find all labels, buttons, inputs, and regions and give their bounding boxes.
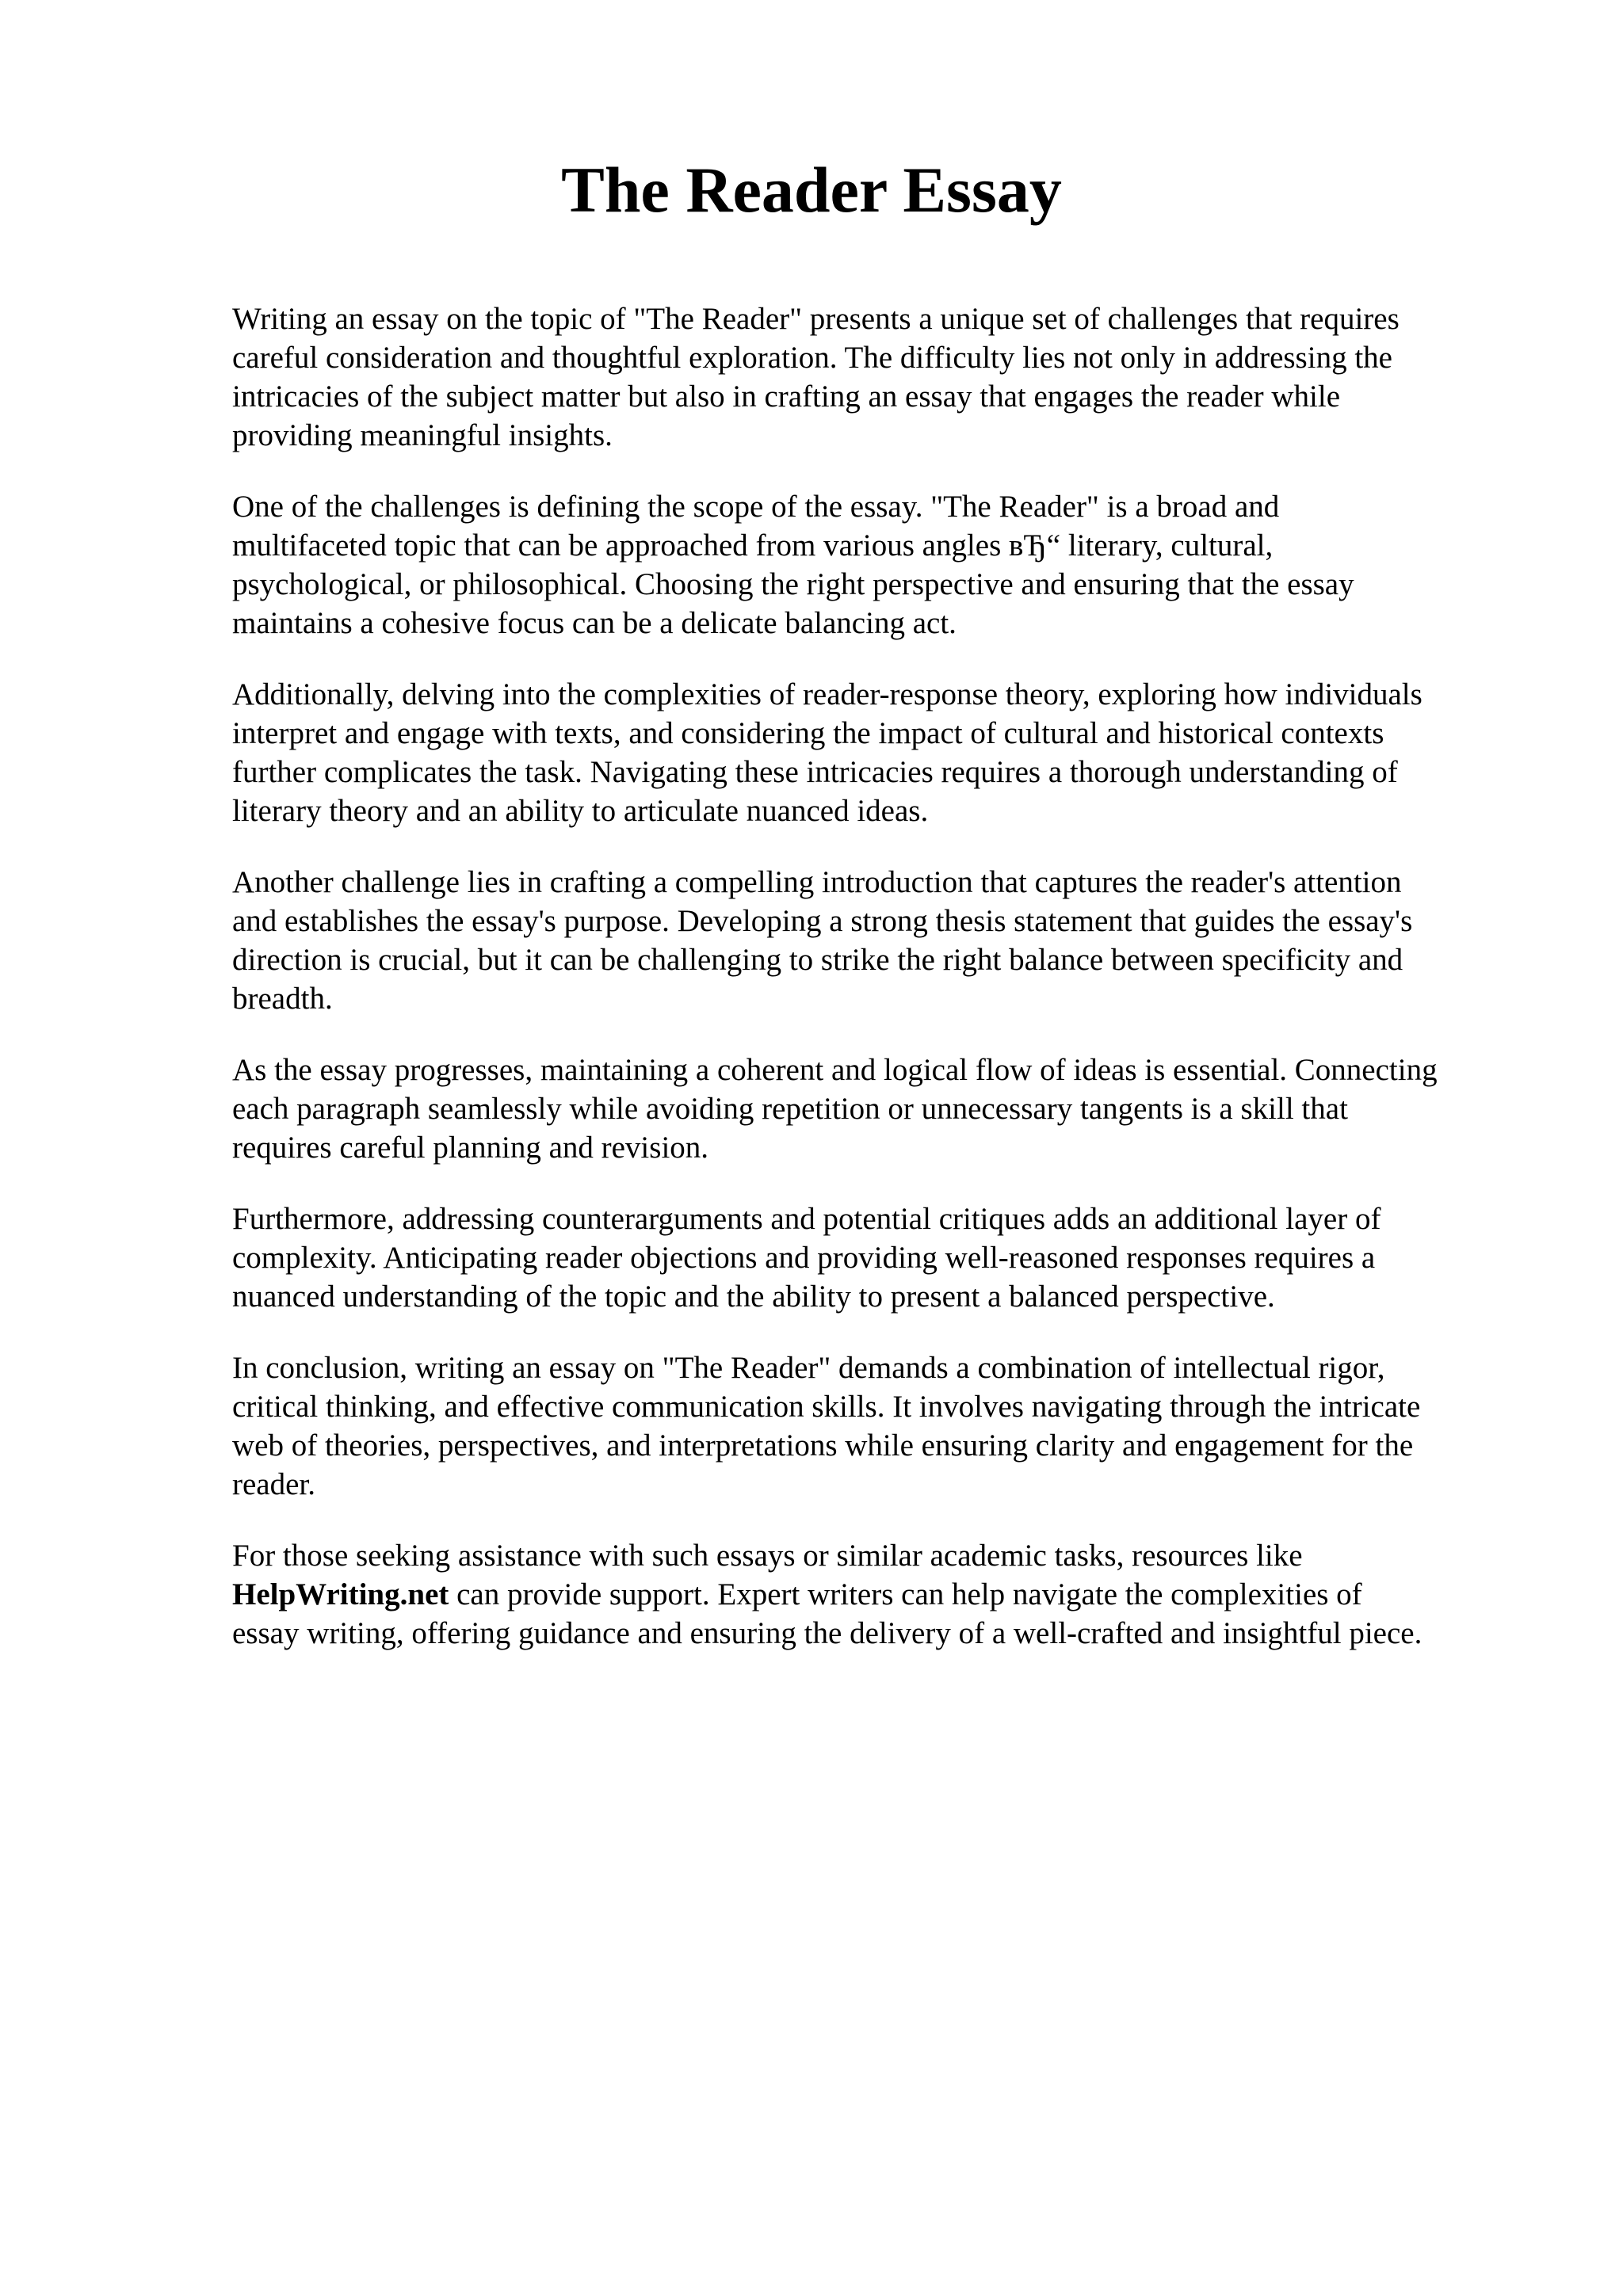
text-line: complexity. Anticipating reader objections and providing well-reasoned responses requires a: [232, 1241, 1376, 1275]
paragraph-5: [232, 1051, 1532, 1167]
text-line: further complicates the task. Navigating these intricacies requires a thorough understanding of: [232, 755, 1398, 789]
text-line: careful consideration and thoughtful exploration. The difficulty lies not only in addressing the: [232, 341, 1392, 375]
closing-paragraph: [232, 1536, 1532, 1653]
paragraph-3: [232, 675, 1532, 830]
paragraph-2: [232, 487, 1532, 643]
text-line: web of theories, perspectives, and interpretations while ensuring clarity and engagement for the: [232, 1428, 1414, 1463]
text-line: One of the challenges is defining the scope of the essay. "The Reader" is a broad and: [232, 490, 1280, 524]
text-line: multifaceted topic that can be approached from various angles вЂ“ literary, cultural,: [232, 528, 1274, 563]
text-line: maintains a cohesive focus can be a delicate balancing act.: [232, 606, 957, 640]
text-line: psychological, or philosophical. Choosing the right perspective and ensuring that the essay: [232, 567, 1354, 601]
essay-body: [232, 299, 1532, 1685]
text-line: literary theory and an ability to articulate nuanced ideas.: [232, 794, 929, 828]
closing-line-rest: can provide support. Expert writers can help navigate the complexities of: [449, 1577, 1362, 1611]
paragraph-6: [232, 1199, 1532, 1316]
helpwriting-link[interactable]: HelpWriting.net: [232, 1577, 449, 1611]
text-line: breadth.: [232, 982, 333, 1016]
text-line: interpret and engage with texts, and considering the impact of cultural and historical contexts: [232, 716, 1384, 750]
text-line: critical thinking, and effective communication skills. It involves navigating through the intricate: [232, 1390, 1421, 1424]
text-line: [232, 1575, 1532, 1614]
text-line: nuanced understanding of the topic and the ability to present a balanced perspective.: [232, 1280, 1275, 1314]
text-line: In conclusion, writing an essay on "The Reader" demands a combination of intellectual rigor,: [232, 1351, 1385, 1385]
text-line: As the essay progresses, maintaining a coherent and logical flow of ideas is essential. Connecting: [232, 1053, 1438, 1087]
page-title: The Reader Essay: [561, 154, 1062, 226]
text-line: Furthermore, addressing counterarguments and potential critiques adds an additional layer of: [232, 1202, 1381, 1236]
paragraph-1: [232, 299, 1532, 455]
text-line: reader.: [232, 1467, 316, 1501]
paragraph-4: [232, 863, 1532, 1018]
text-line: providing meaningful insights.: [232, 418, 613, 452]
text-line: each paragraph seamlessly while avoiding repetition or unnecessary tangents is a skill that: [232, 1092, 1348, 1126]
text-line: and establishes the essay's purpose. Developing a strong thesis statement that guides the essay's: [232, 904, 1413, 938]
text-line: essay writing, offering guidance and ensuring the delivery of a well-crafted and insightful piece.: [232, 1616, 1423, 1650]
paragraph-7: [232, 1348, 1532, 1504]
text-line: Another challenge lies in crafting a compelling introduction that captures the reader's attention: [232, 865, 1402, 899]
text-line: intricacies of the subject matter but also in crafting an essay that engages the reader while: [232, 379, 1341, 414]
text-line: direction is crucial, but it can be challenging to strike the right balance between specificity and: [232, 943, 1403, 977]
text-line: For those seeking assistance with such essays or similar academic tasks, resources like: [232, 1539, 1303, 1573]
text-line: Additionally, delving into the complexities of reader-response theory, exploring how individuals: [232, 677, 1423, 711]
text-line: requires careful planning and revision.: [232, 1131, 709, 1165]
text-line: Writing an essay on the topic of "The Reader" presents a unique set of challenges that requires: [232, 302, 1400, 336]
